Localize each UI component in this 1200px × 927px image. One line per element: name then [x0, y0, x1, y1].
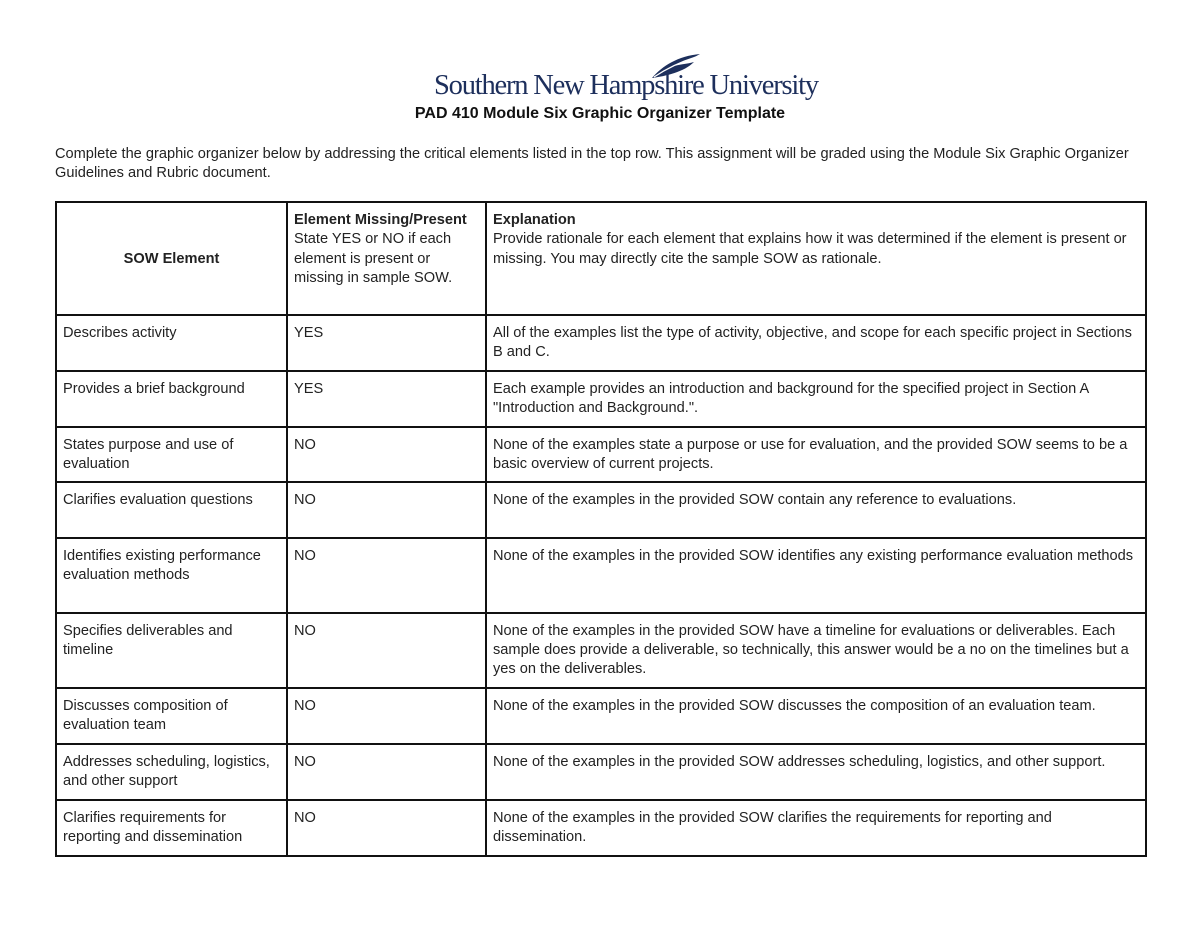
- table-header-row: [56, 202, 1146, 315]
- table-row: [56, 315, 1146, 371]
- column-heading: Element Missing/Present: [294, 212, 467, 228]
- element-cell: Clarifies requirements for reporting and dissemination: [56, 800, 287, 856]
- column-description: Provide rationale for each element that explains how it was determined if the element is present or missing. You may directly cite the sample SOW as rationale.: [493, 231, 1127, 267]
- explanation-cell: All of the examples list the type of activity, objective, and scope for each specific project in Sections B and C.: [486, 315, 1146, 371]
- table-row: [56, 371, 1146, 427]
- explanation-cell: None of the examples in the provided SOW clarifies the requirements for reporting and dissemination.: [486, 800, 1146, 856]
- element-cell: Clarifies evaluation questions: [56, 482, 287, 538]
- status-cell: NO: [287, 800, 486, 856]
- page-title: PAD 410 Module Six Graphic Organizer Template: [414, 105, 786, 122]
- explanation-cell: None of the examples in the provided SOW have a timeline for evaluations or deliverables. Each sample does provide a deliverable, so technically, this answer would be a no on the timelines but a yes on the deliverables.: [486, 613, 1146, 688]
- explanation-cell: None of the examples in the provided SOW discusses the composition of an evaluation team.: [486, 688, 1146, 744]
- element-cell: Addresses scheduling, logistics, and other support: [56, 744, 287, 800]
- element-cell: Discusses composition of evaluation team: [56, 688, 287, 744]
- table-row: [56, 482, 1146, 538]
- table-row: [56, 427, 1146, 482]
- status-cell: YES: [287, 371, 486, 427]
- status-cell: NO: [287, 744, 486, 800]
- column-header-missing-present: [287, 202, 486, 315]
- explanation-cell: None of the examples in the provided SOW addresses scheduling, logistics, and other support.: [486, 744, 1146, 800]
- column-description: State YES or NO if each element is present or missing in sample SOW.: [294, 231, 453, 286]
- table-row: [56, 744, 1146, 800]
- element-cell: Identifies existing performance evaluation methods: [56, 538, 287, 613]
- explanation-cell: None of the examples in the provided SOW identifies any existing performance evaluation methods: [486, 538, 1146, 613]
- table-row: [56, 538, 1146, 613]
- explanation-cell: Each example provides an introduction and background for the specified project in Section A "Introduction and Background.".: [486, 371, 1146, 427]
- element-cell: Describes activity: [56, 315, 287, 371]
- status-cell: YES: [287, 315, 486, 371]
- status-cell: NO: [287, 688, 486, 744]
- instructions-paragraph: Complete the graphic organizer below by addressing the critical elements listed in the top row. This assignment will be graded using the Module Six Graphic Organizer Guidelines and Rubric document.: [55, 146, 1129, 181]
- column-header-explanation: [486, 202, 1146, 315]
- column-heading: Explanation: [493, 212, 576, 228]
- status-cell: NO: [287, 427, 486, 482]
- table-row: [56, 800, 1146, 856]
- element-cell: Provides a brief background: [56, 371, 287, 427]
- element-cell: States purpose and use of evaluation: [56, 427, 287, 482]
- element-cell: Specifies deliverables and timeline: [56, 613, 287, 688]
- table-row: [56, 688, 1146, 744]
- logo-wordmark: Southern New Hampshire University: [434, 70, 818, 101]
- column-header-sow-element: SOW Element: [56, 202, 287, 315]
- table-row: [56, 613, 1146, 688]
- status-cell: NO: [287, 613, 486, 688]
- explanation-cell: None of the examples state a purpose or use for evaluation, and the provided SOW seems to be a basic overview of current projects.: [486, 427, 1146, 482]
- graphic-organizer-table: [55, 201, 1147, 857]
- status-cell: NO: [287, 482, 486, 538]
- explanation-cell: None of the examples in the provided SOW contain any reference to evaluations.: [486, 482, 1146, 538]
- university-logo: [430, 52, 818, 104]
- status-cell: NO: [287, 538, 486, 613]
